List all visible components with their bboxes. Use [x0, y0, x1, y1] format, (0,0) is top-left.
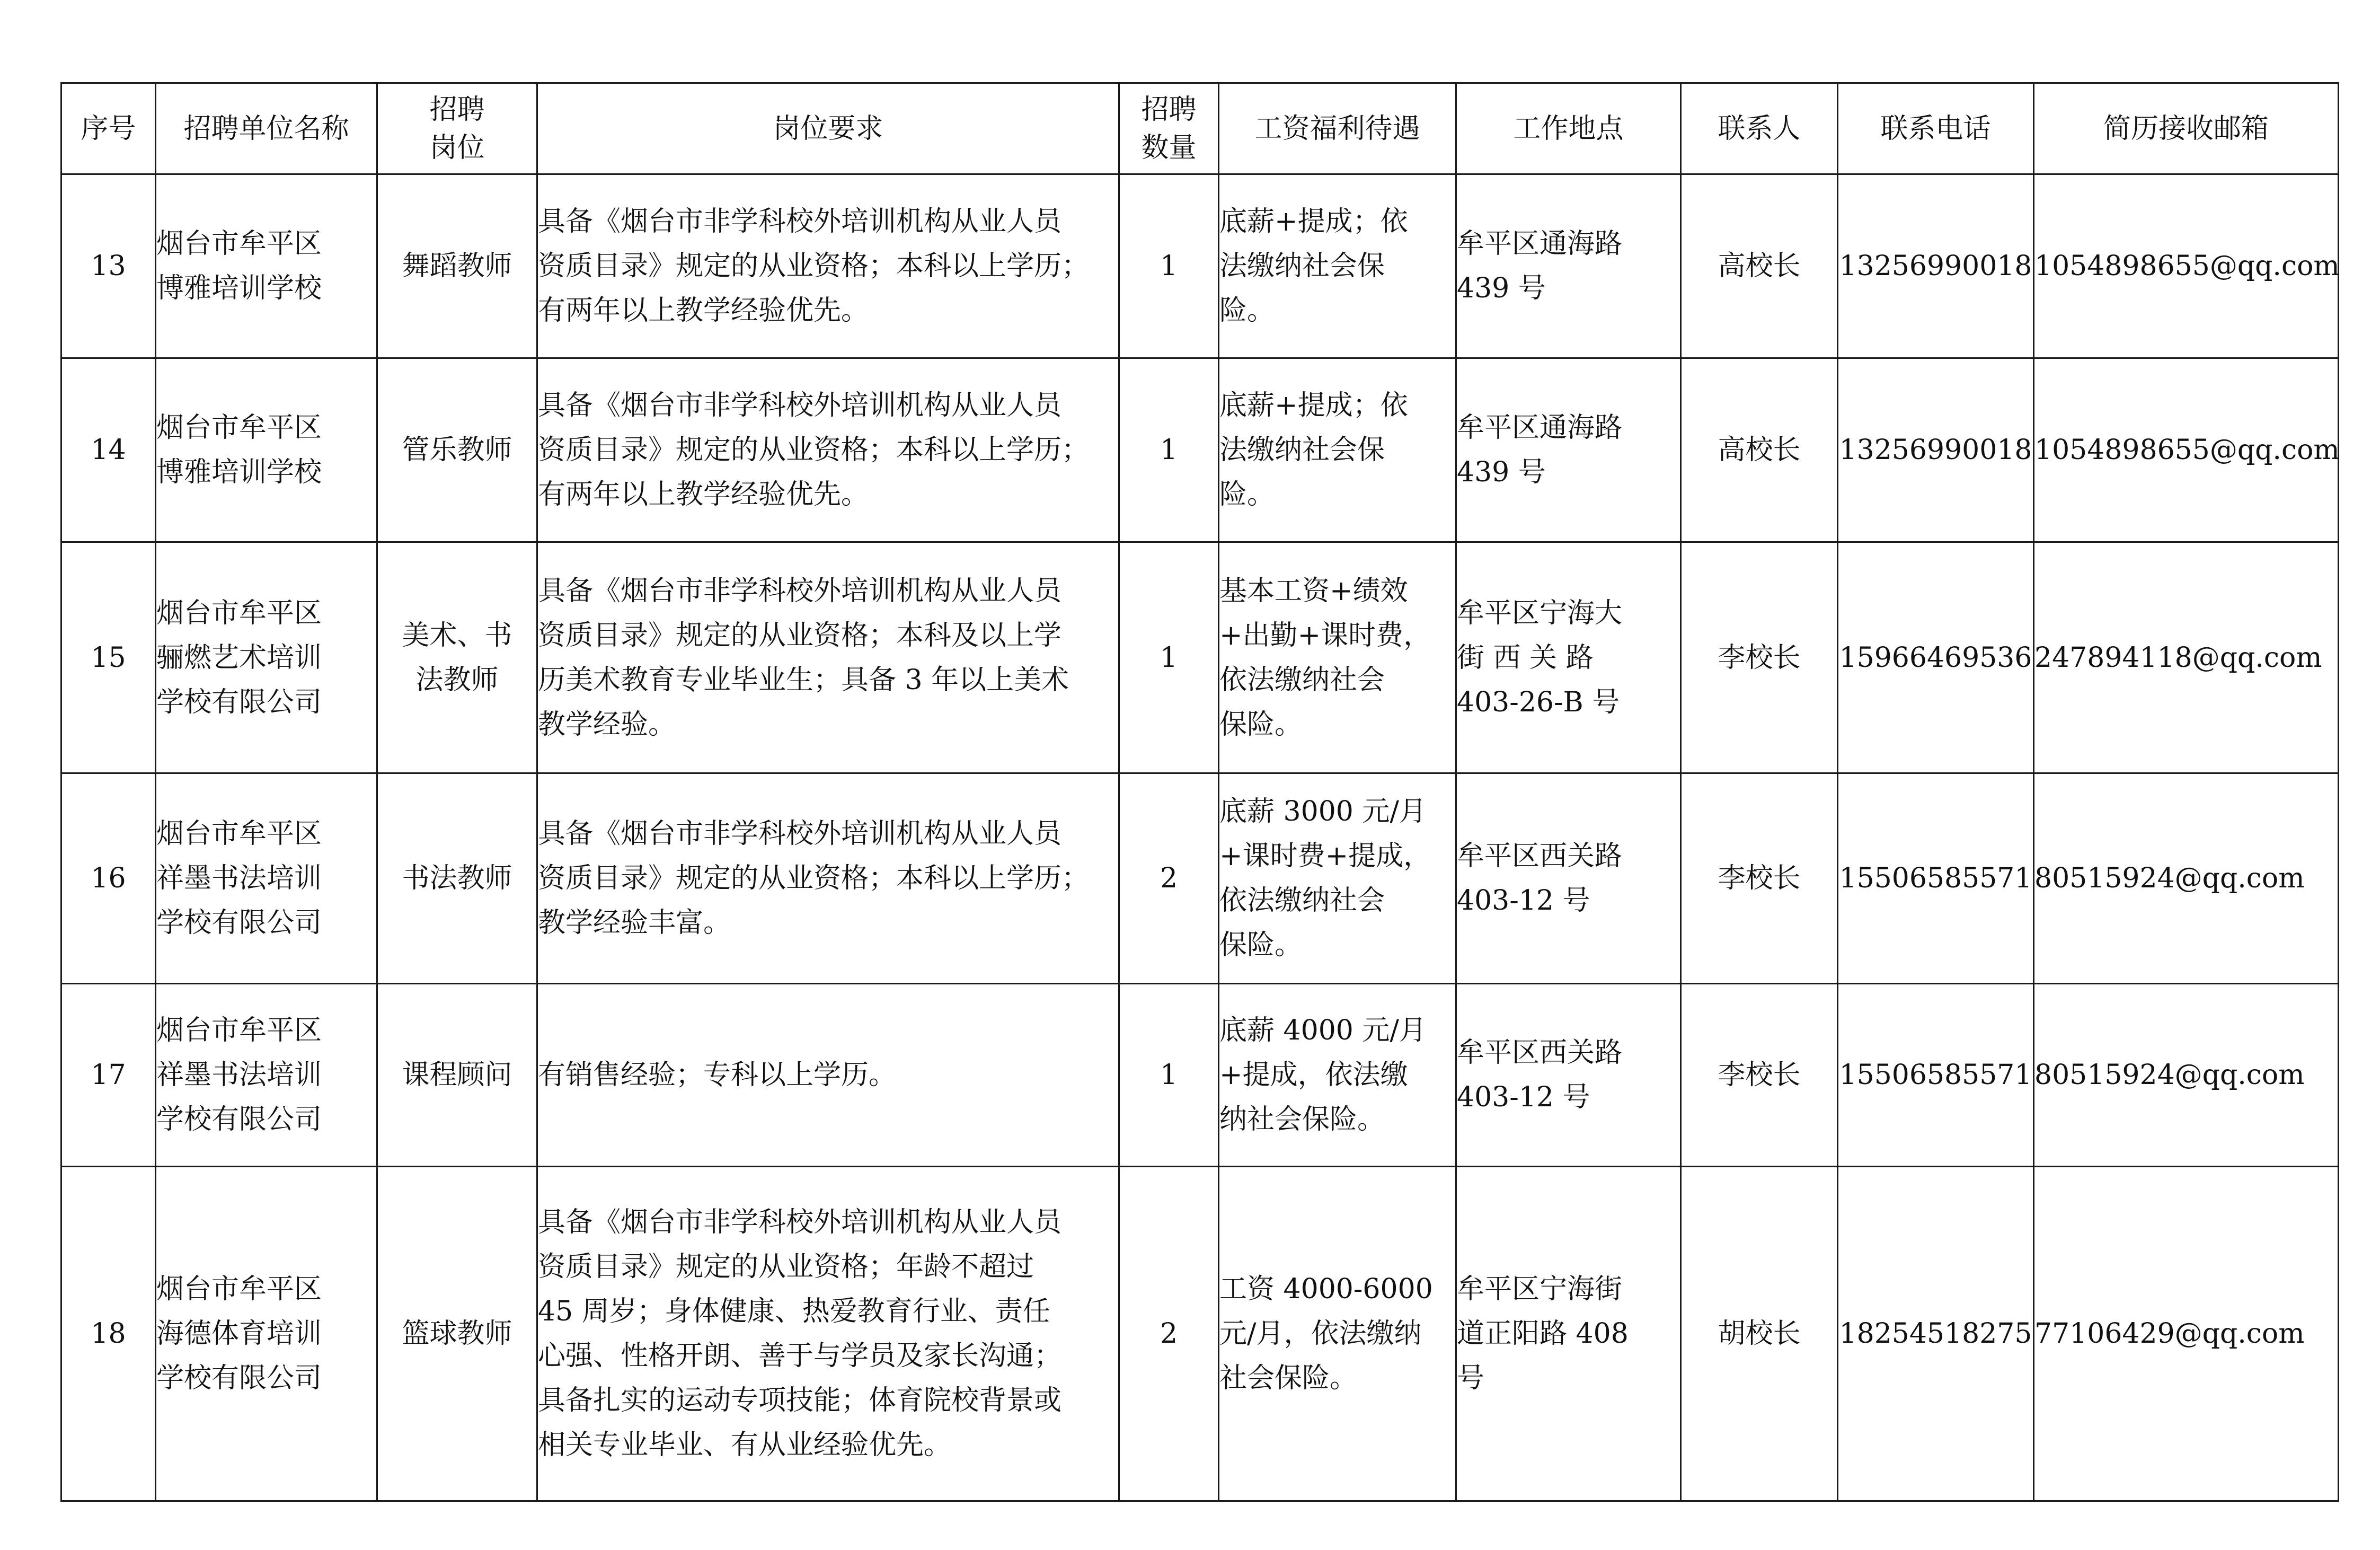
- cell-requirements: 具备《烟台市非学科校外培训机构从业人员 资质目录》规定的从业资格；本科以上学历； 有两年以上教学经验优先。: [537, 358, 1119, 542]
- cell-seq: 14: [61, 358, 156, 542]
- cell-phone: 13256990018: [1838, 358, 2034, 542]
- cell-location: 牟平区宁海街 道正阳路 408 号: [1456, 1167, 1681, 1501]
- cell-salary: 基本工资+绩效 +出勤+课时费， 依法缴纳社会 保险。: [1219, 542, 1456, 773]
- header-post: 招聘 岗位: [377, 83, 537, 174]
- cell-unit: 烟台市牟平区 祥墨书法培训 学校有限公司: [156, 984, 377, 1167]
- cell-contact: 高校长: [1681, 358, 1838, 542]
- cell-contact: 高校长: [1681, 174, 1838, 358]
- cell-unit: 烟台市牟平区 博雅培训学校: [156, 174, 377, 358]
- cell-email: 80515924@qq.com: [2034, 773, 2339, 984]
- cell-salary: 底薪+提成；依 法缴纳社会保 险。: [1219, 358, 1456, 542]
- cell-post: 舞蹈教师: [377, 174, 537, 358]
- header-email: 简历接收邮箱: [2034, 83, 2339, 174]
- cell-post: 课程顾问: [377, 984, 537, 1167]
- header-location: 工作地点: [1456, 83, 1681, 174]
- header-unit: 招聘单位名称: [156, 83, 377, 174]
- cell-salary: 底薪 3000 元/月 +课时费+提成， 依法缴纳社会 保险。: [1219, 773, 1456, 984]
- cell-location: 牟平区西关路 403-12 号: [1456, 984, 1681, 1167]
- header-requirements: 岗位要求: [537, 83, 1119, 174]
- cell-count: 2: [1119, 773, 1219, 984]
- cell-seq: 15: [61, 542, 156, 773]
- table-body: [61, 174, 2339, 1501]
- cell-unit: 烟台市牟平区 博雅培训学校: [156, 358, 377, 542]
- cell-requirements: 具备《烟台市非学科校外培训机构从业人员 资质目录》规定的从业资格；本科以上学历； 有两年以上教学经验优先。: [537, 174, 1119, 358]
- cell-count: 1: [1119, 174, 1219, 358]
- cell-location: 牟平区通海路 439 号: [1456, 174, 1681, 358]
- cell-phone: 13256990018: [1838, 174, 2034, 358]
- cell-email: 247894118@qq.com: [2034, 542, 2339, 773]
- cell-phone: 15506585571: [1838, 773, 2034, 984]
- table-row: [61, 773, 2339, 984]
- cell-post: 美术、书 法教师: [377, 542, 537, 773]
- cell-count: 2: [1119, 1167, 1219, 1501]
- cell-requirements: 具备《烟台市非学科校外培训机构从业人员 资质目录》规定的从业资格；年龄不超过 45 周岁；身体健康、热爱教育行业、责任 心强、性格开朗、善于与学员及家长沟通； 具备扎实的运动专项技能；体育院校背景或 相关专业毕业、有从业经验优先。: [537, 1167, 1119, 1501]
- cell-email: 80515924@qq.com: [2034, 984, 2339, 1167]
- cell-contact: 李校长: [1681, 773, 1838, 984]
- cell-unit: 烟台市牟平区 祥墨书法培训 学校有限公司: [156, 773, 377, 984]
- cell-seq: 13: [61, 174, 156, 358]
- header-contact: 联系人: [1681, 83, 1838, 174]
- cell-count: 1: [1119, 358, 1219, 542]
- cell-requirements: 具备《烟台市非学科校外培训机构从业人员 资质目录》规定的从业资格；本科及以上学 历美术教育专业毕业生；具备 3 年以上美术 教学经验。: [537, 542, 1119, 773]
- cell-email: 1054898655@qq.com: [2034, 174, 2339, 358]
- cell-salary: 工资 4000-6000 元/月，依法缴纳 社会保险。: [1219, 1167, 1456, 1501]
- cell-count: 1: [1119, 984, 1219, 1167]
- cell-seq: 16: [61, 773, 156, 984]
- header-phone: 联系电话: [1838, 83, 2034, 174]
- table-row: [61, 174, 2339, 358]
- table-row: [61, 542, 2339, 773]
- cell-salary: 底薪 4000 元/月 +提成，依法缴 纳社会保险。: [1219, 984, 1456, 1167]
- recruitment-document: [60, 82, 2338, 1502]
- recruitment-table: [60, 82, 2339, 1502]
- cell-requirements: 具备《烟台市非学科校外培训机构从业人员 资质目录》规定的从业资格；本科以上学历； 教学经验丰富。: [537, 773, 1119, 984]
- table-row: [61, 358, 2339, 542]
- cell-location: 牟平区通海路 439 号: [1456, 358, 1681, 542]
- cell-phone: 15506585571: [1838, 984, 2034, 1167]
- header-count: 招聘 数量: [1119, 83, 1219, 174]
- header-seq: 序号: [61, 83, 156, 174]
- cell-contact: 李校长: [1681, 542, 1838, 773]
- cell-post: 书法教师: [377, 773, 537, 984]
- cell-email: 77106429@qq.com: [2034, 1167, 2339, 1501]
- header-row: [61, 83, 2339, 174]
- cell-email: 1054898655@qq.com: [2034, 358, 2339, 542]
- cell-contact: 胡校长: [1681, 1167, 1838, 1501]
- cell-seq: 17: [61, 984, 156, 1167]
- table-row: [61, 984, 2339, 1167]
- cell-post: 篮球教师: [377, 1167, 537, 1501]
- cell-phone: 15966469536: [1838, 542, 2034, 773]
- cell-unit: 烟台市牟平区 海德体育培训 学校有限公司: [156, 1167, 377, 1501]
- cell-count: 1: [1119, 542, 1219, 773]
- cell-unit: 烟台市牟平区 骊燃艺术培训 学校有限公司: [156, 542, 377, 773]
- cell-phone: 18254518275: [1838, 1167, 2034, 1501]
- cell-location: 牟平区西关路 403-12 号: [1456, 773, 1681, 984]
- cell-location: 牟平区宁海大 街 西 关 路 403-26-B 号: [1456, 542, 1681, 773]
- table-header: [61, 83, 2339, 174]
- cell-requirements: 有销售经验；专科以上学历。: [537, 984, 1119, 1167]
- cell-salary: 底薪+提成；依 法缴纳社会保 险。: [1219, 174, 1456, 358]
- cell-seq: 18: [61, 1167, 156, 1501]
- table-row: [61, 1167, 2339, 1501]
- header-salary: 工资福利待遇: [1219, 83, 1456, 174]
- cell-post: 管乐教师: [377, 358, 537, 542]
- cell-contact: 李校长: [1681, 984, 1838, 1167]
